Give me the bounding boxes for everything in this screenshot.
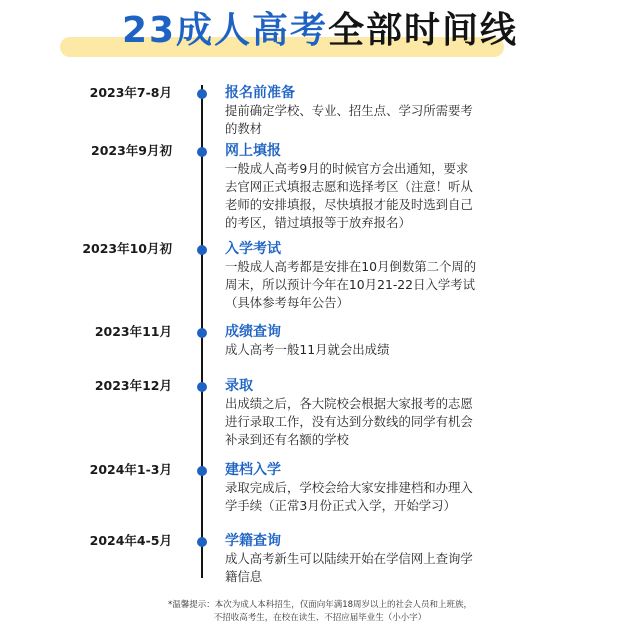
timeline-date: 2023年10月初 — [82, 241, 172, 256]
title-area — [0, 4, 640, 64]
timeline-description-line: 出成绩之后，各大院校会根据大家报考的志愿 — [225, 396, 473, 411]
timeline-description-line: 一般成人高考都是安排在10月倒数第二个周的 — [225, 259, 477, 274]
timeline-description-line: 成人高考新生可以陆续开始在学信网上查询学 — [225, 551, 473, 566]
timeline-dot — [197, 89, 207, 99]
timeline-description-line: 一般成人高考9月的时候官方会出通知，要求 — [225, 161, 469, 176]
timeline-heading: 入学考试 — [225, 241, 281, 257]
timeline-dot — [197, 328, 207, 338]
title-part-blue: 23成人高考 — [121, 10, 329, 51]
timeline-heading: 网上填报 — [225, 143, 281, 159]
timeline-description-line: （具体参考每年公告） — [225, 295, 349, 310]
timeline-heading: 录取 — [225, 378, 253, 394]
timeline-content — [225, 461, 525, 515]
timeline-description-line: 的考区，错过填报等于放弃报名） — [225, 215, 411, 230]
timeline-content — [225, 84, 525, 138]
timeline-date: 2024年4-5月 — [89, 533, 172, 548]
timeline-description-line: 的教材 — [225, 121, 263, 136]
timeline-date: 2024年1-3月 — [89, 462, 172, 477]
timeline-date: 2023年11月 — [94, 324, 172, 339]
timeline-content — [225, 377, 525, 449]
timeline-content — [225, 240, 525, 312]
timeline-description-line: 提前确定学校、专业、招生点、学习所需要考 — [225, 103, 473, 118]
title-part-black: 全部时间线 — [328, 10, 519, 51]
footnote-line-2: 不招收高考生，在校在读生、不招应届毕业生（小小字） — [213, 613, 427, 623]
footnote-line-1: *温馨提示：本次为成人本科招生，仅面向年满18周岁以上的社会人员和上班族， — [167, 600, 473, 610]
timeline-description-line: 去官网正式填报志愿和选择考区（注意！听从 — [225, 179, 473, 194]
timeline-dot — [197, 382, 207, 392]
timeline-content — [225, 142, 525, 232]
timeline-heading: 建档入学 — [225, 462, 281, 478]
timeline-description-line: 籍信息 — [225, 569, 263, 584]
timeline-date: 2023年9月初 — [91, 143, 172, 158]
timeline-content — [225, 323, 525, 359]
timeline-dot — [197, 466, 207, 476]
timeline-description-line: 学手续（正常3月份正式入学，开始学习） — [225, 498, 456, 513]
timeline-description-line: 录取完成后，学校会给大家安排建档和办理入 — [225, 480, 473, 495]
timeline-description-line: 进行录取工作，没有达到分数线的同学有机会 — [225, 414, 473, 429]
timeline-heading: 成绩查询 — [225, 324, 281, 340]
timeline-content — [225, 532, 525, 586]
timeline-dot — [197, 245, 207, 255]
timeline-description-line: 补录到还有名额的学校 — [225, 432, 349, 447]
footnote — [0, 599, 640, 625]
page-title — [0, 6, 640, 56]
timeline-heading: 学籍查询 — [225, 533, 281, 549]
timeline-description-line: 周末，所以预计今年在10月21-22日入学考试 — [225, 277, 476, 292]
timeline-date: 2023年7-8月 — [89, 85, 172, 100]
timeline-description-line: 成人高考一般11月就会出成绩 — [225, 342, 390, 357]
timeline-heading: 报名前准备 — [225, 85, 295, 101]
timeline-date: 2023年12月 — [94, 378, 172, 393]
timeline-description-line: 老师的安排填报，尽快填报才能及时选到自己 — [225, 197, 473, 212]
timeline-dot — [197, 147, 207, 157]
timeline-dot — [197, 537, 207, 547]
